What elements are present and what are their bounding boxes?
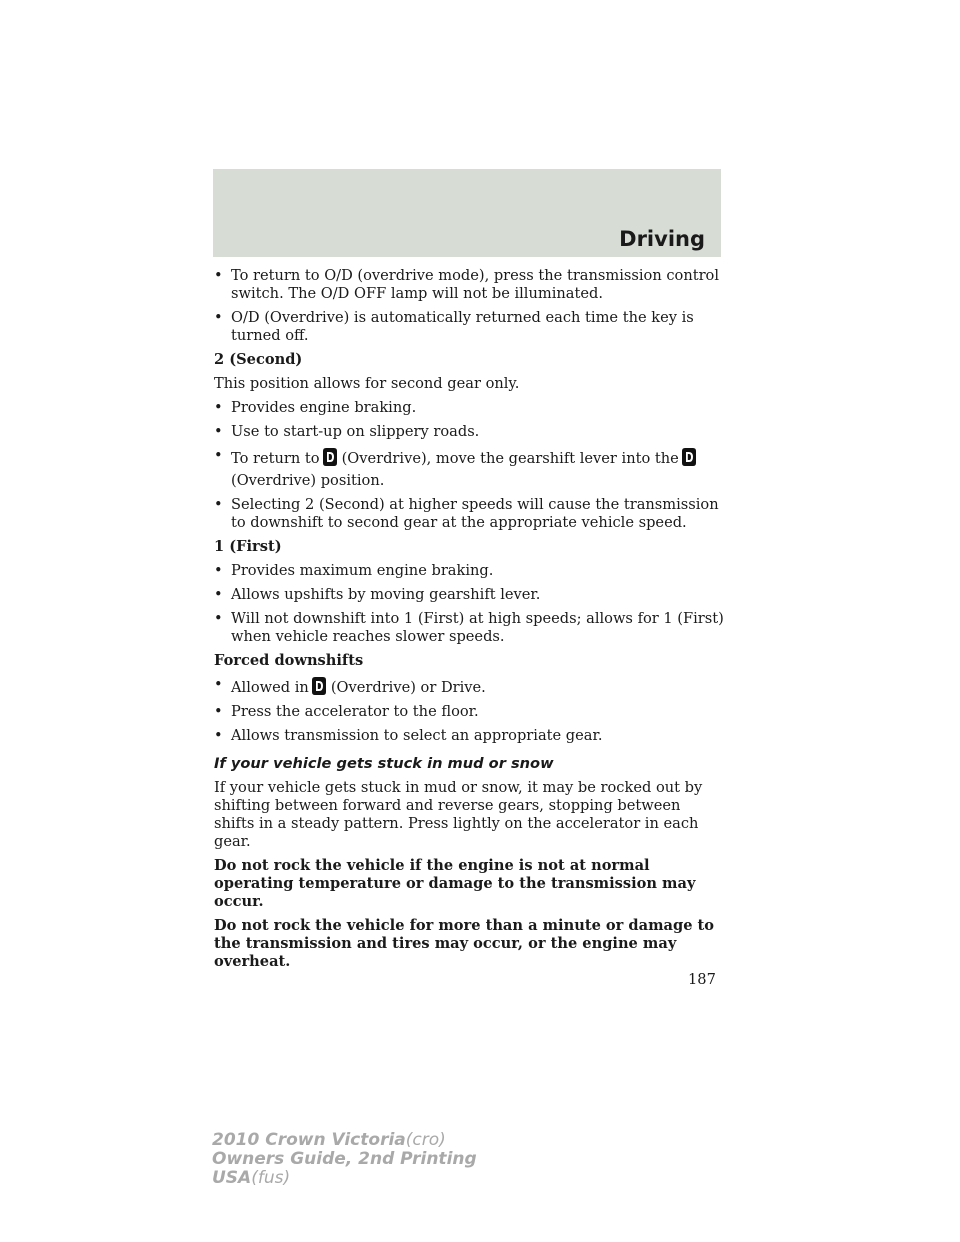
overdrive-d-icon	[322, 447, 338, 467]
footer-model-code: (cro)	[405, 1130, 446, 1150]
bullet-dot: •	[214, 676, 223, 693]
bullet-text: Allows upshifts by moving gearshift lever.	[231, 586, 541, 603]
bullet-text: Will not downshift into 1 (First) at high speeds; allows for 1 (First) when vehicle reaches slower speeds.	[231, 610, 724, 645]
bullet-text: (Overdrive) or Drive.	[330, 679, 486, 696]
bullet-item	[214, 727, 724, 745]
overdrive-d-icon	[311, 676, 327, 696]
footer-imprint	[212, 1131, 477, 1188]
footer-model: 2010 Crown Victoria	[212, 1130, 406, 1150]
bullet-text: Allowed in	[231, 679, 309, 696]
bullet-item	[214, 267, 724, 303]
bullet-dot: •	[214, 562, 223, 579]
bullet-item	[214, 562, 724, 580]
bullet-dot: •	[214, 267, 223, 284]
bullet-text: (Overdrive) position.	[231, 472, 385, 489]
footer-market-code: (fus)	[251, 1168, 291, 1188]
warning-temperature: Do not rock the vehicle if the engine is not at normal operating temperature or damage to the transmission may occur.	[214, 857, 696, 910]
bullet-item	[214, 309, 724, 345]
bullet-item	[214, 399, 724, 417]
stuck-paragraph: If your vehicle gets stuck in mud or snow, it may be rocked out by shifting between forward and reverse gears, stopping between shifts in a steady pattern. Press lightly on the accelerator in each gear.	[214, 779, 703, 850]
bullet-item	[214, 703, 724, 721]
bullet-dot: •	[214, 309, 223, 326]
bullet-item	[214, 610, 724, 646]
bullet-text: Press the accelerator to the floor.	[231, 703, 479, 720]
bullet-text: Use to start-up on slippery roads.	[231, 423, 480, 440]
footer-line-1	[212, 1131, 477, 1150]
page-number: 187	[688, 971, 716, 988]
bullet-text: Provides maximum engine braking.	[231, 562, 494, 579]
bullet-dot: •	[214, 496, 223, 513]
bullet-dot: •	[214, 703, 223, 720]
heading-second: 2 (Second)	[214, 351, 303, 368]
bullet-dot: •	[214, 586, 223, 603]
section-header-tab	[213, 169, 721, 257]
heading-first: 1 (First)	[214, 538, 282, 555]
bullet-dot: •	[214, 399, 223, 416]
warning-duration: Do not rock the vehicle for more than a minute or damage to the transmission and tires may occur, or the engine may overheat.	[214, 917, 715, 970]
footer-line-3	[212, 1169, 477, 1188]
bullet-dot: •	[214, 447, 223, 464]
bullet-text: Provides engine braking.	[231, 399, 417, 416]
heading-forced-downshifts: Forced downshifts	[214, 652, 364, 669]
footer-market: USA	[212, 1168, 252, 1188]
bullet-dot: •	[214, 423, 223, 440]
bullet-text: Selecting 2 (Second) at higher speeds will cause the transmission to downshift to second gear at the appropriate vehicle speed.	[231, 496, 719, 531]
footer-line-2: Owners Guide, 2nd Printing	[212, 1149, 477, 1169]
heading-stuck-in-mud: If your vehicle gets stuck in mud or snow	[214, 755, 554, 772]
bullet-dot: •	[214, 727, 223, 744]
bullet-item	[214, 447, 724, 490]
bullet-dot: •	[214, 610, 223, 627]
bullet-item	[214, 496, 724, 532]
bullet-text: To return to	[231, 450, 320, 467]
bullet-text: To return to O/D (overdrive mode), press the transmission control switch. The O/D OFF lamp will not be illuminated.	[231, 267, 720, 302]
bullet-item	[214, 423, 724, 441]
bullet-text: Allows transmission to select an appropriate gear.	[231, 727, 603, 744]
bullet-text: (Overdrive), move the gearshift lever into the	[341, 450, 679, 467]
overdrive-d-icon	[681, 447, 697, 467]
page-content	[214, 267, 724, 977]
second-intro: This position allows for second gear only.	[214, 375, 520, 392]
bullet-item	[214, 676, 724, 697]
section-title: Driving	[619, 227, 705, 251]
bullet-item	[214, 586, 724, 604]
bullet-text: O/D (Overdrive) is automatically returned each time the key is turned off.	[231, 309, 694, 344]
